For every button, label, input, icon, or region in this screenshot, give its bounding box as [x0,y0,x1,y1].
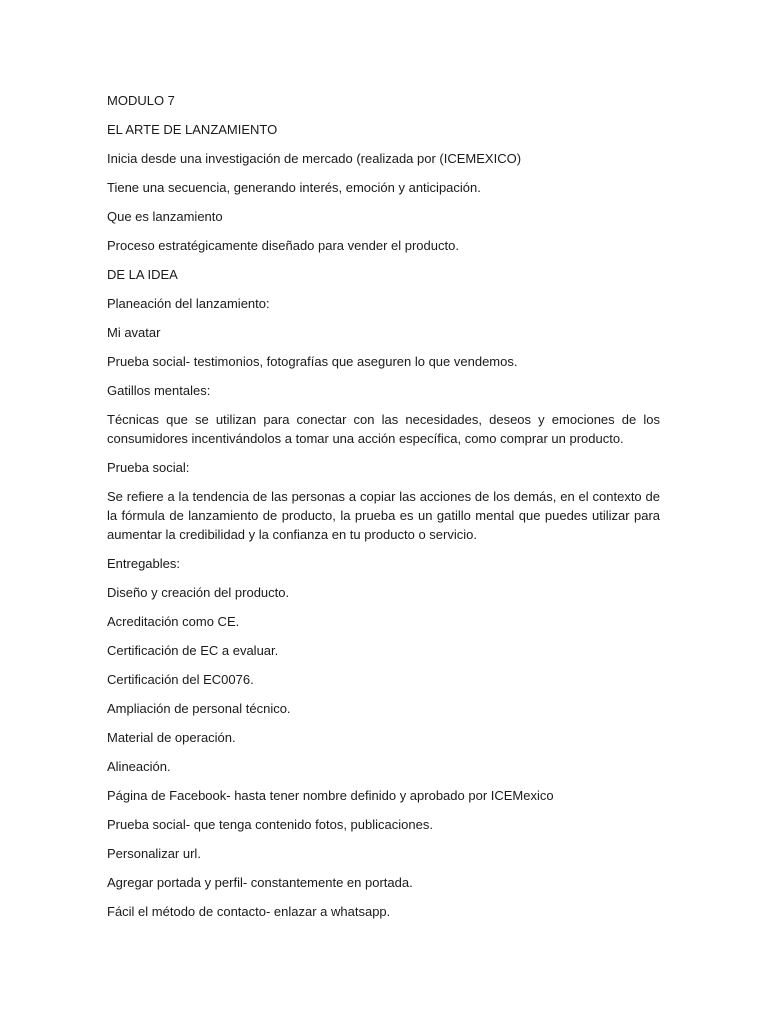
paragraph: Prueba social: [107,460,190,475]
list-item: Página de Facebook- hasta tener nombre definido y aprobado por ICEMexico [107,788,554,803]
paragraph: Tiene una secuencia, generando interés, emoción y anticipación. [107,180,481,195]
list-item: Certificación del EC0076. [107,672,254,687]
list-item: Material de operación. [107,730,236,745]
paragraph: Proceso estratégicamente diseñado para vender el producto. [107,238,459,253]
module-heading: MODULO 7 [107,93,175,108]
document-body [107,91,660,931]
paragraph: Inicia desde una investigación de mercado (realizada por (ICEMEXICO) [107,151,522,166]
paragraph: Técnicas que se utilizan para conectar con las necesidades, deseos y emociones de los consumidores incentivándolos a tomar una acción específica, como comprar un producto. [107,412,660,446]
subheading: DE LA IDEA [107,267,178,282]
list-item: Fácil el método de contacto- enlazar a whatsapp. [107,904,391,919]
list-item: Personalizar url. [107,846,201,861]
paragraph: Se refiere a la tendencia de las personas a copiar las acciones de los demás, en el contexto de la fórmula de lanzamiento de producto, la prueba es un gatillo mental que puedes utilizar para aumentar la credibilidad y la confianza en tu producto o servicio. [107,489,660,542]
section-title: EL ARTE DE LANZAMIENTO [107,122,278,137]
list-item: Ampliación de personal técnico. [107,701,291,716]
list-item: Prueba social- que tenga contenido fotos, publicaciones. [107,817,433,832]
paragraph: Que es lanzamiento [107,209,223,224]
list-item: Certificación de EC a evaluar. [107,643,279,658]
list-item: Agregar portada y perfil- constantemente en portada. [107,875,413,890]
paragraph: Entregables: [107,556,180,571]
paragraph: Mi avatar [107,325,161,340]
paragraph: Prueba social- testimonios, fotografías que aseguren lo que vendemos. [107,354,518,369]
list-item: Diseño y creación del producto. [107,585,290,600]
paragraph: Gatillos mentales: [107,383,211,398]
paragraph: Planeación del lanzamiento: [107,296,270,311]
list-item: Alineación. [107,759,171,774]
list-item: Acreditación como CE. [107,614,240,629]
